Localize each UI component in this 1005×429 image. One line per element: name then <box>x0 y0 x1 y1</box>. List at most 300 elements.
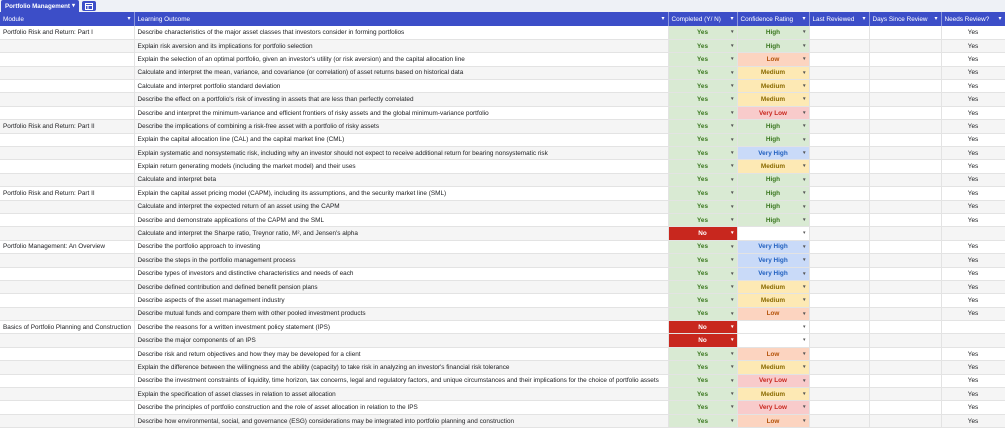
completed-dropdown[interactable] <box>668 374 737 387</box>
days-since-review-cell[interactable] <box>869 307 941 320</box>
needs-review-cell-value: Yes <box>967 350 979 358</box>
chevron-down-icon[interactable]: ▾ <box>802 123 806 130</box>
learning-outcome-cell[interactable] <box>134 173 668 186</box>
chevron-down-icon[interactable]: ▾ <box>802 203 806 210</box>
column-header-last-reviewed[interactable] <box>809 12 869 26</box>
completed-dropdown[interactable] <box>668 173 737 186</box>
chevron-down-icon[interactable]: ▾ <box>730 230 734 237</box>
learning-outcome-cell[interactable] <box>134 200 668 213</box>
learning-outcome-cell[interactable] <box>134 93 668 106</box>
confidence-dropdown[interactable] <box>737 294 809 307</box>
learning-outcome-cell[interactable] <box>134 254 668 267</box>
column-header-completed[interactable] <box>668 12 737 26</box>
days-since-review-cell[interactable] <box>869 160 941 173</box>
module-cell[interactable] <box>0 414 134 427</box>
chevron-down-icon[interactable]: ▾ <box>802 56 806 63</box>
chevron-down-icon[interactable]: ▾ <box>802 257 806 264</box>
needs-review-cell[interactable] <box>941 361 1005 374</box>
module-cell[interactable] <box>0 240 134 253</box>
chevron-down-icon[interactable]: ▾ <box>730 123 734 130</box>
completed-dropdown[interactable] <box>668 227 737 240</box>
last-reviewed-cell[interactable] <box>809 321 869 334</box>
chevron-down-icon[interactable]: ▾ <box>730 243 734 250</box>
module-cell[interactable] <box>0 187 134 200</box>
module-cell[interactable] <box>0 254 134 267</box>
chevron-down-icon[interactable]: ▾ <box>802 283 806 290</box>
learning-outcome-cell[interactable] <box>134 80 668 93</box>
last-reviewed-cell[interactable] <box>809 93 869 106</box>
needs-review-cell[interactable] <box>941 120 1005 133</box>
completed-dropdown[interactable] <box>668 347 737 360</box>
chevron-down-icon[interactable]: ▾ <box>730 69 734 76</box>
learning-outcome-cell[interactable] <box>134 133 668 146</box>
days-since-review-cell[interactable] <box>869 106 941 119</box>
days-since-review-cell[interactable] <box>869 66 941 79</box>
chevron-down-icon[interactable]: ▾ <box>802 270 806 277</box>
learning-outcome-cell-value: Describe defined contribution and defined benefit pension plans <box>137 283 318 291</box>
chevron-down-icon[interactable]: ▾ <box>802 417 806 424</box>
last-reviewed-cell[interactable] <box>809 267 869 280</box>
days-since-review-cell[interactable] <box>869 187 941 200</box>
needs-review-cell[interactable] <box>941 307 1005 320</box>
confidence-dropdown[interactable] <box>737 361 809 374</box>
completed-dropdown[interactable] <box>668 401 737 414</box>
chevron-down-icon[interactable]: ▾ <box>802 136 806 143</box>
completed-dropdown[interactable] <box>668 361 737 374</box>
chevron-down-icon[interactable]: ▾ <box>862 16 866 22</box>
days-since-review-cell[interactable] <box>869 414 941 427</box>
chevron-down-icon[interactable]: ▾ <box>802 297 806 304</box>
last-reviewed-cell[interactable] <box>809 213 869 226</box>
last-reviewed-cell[interactable] <box>809 187 869 200</box>
confidence-dropdown[interactable] <box>737 334 809 347</box>
days-since-review-cell[interactable] <box>869 347 941 360</box>
completed-dropdown[interactable] <box>668 120 737 133</box>
learning-outcome-cell[interactable] <box>134 334 668 347</box>
confidence-dropdown[interactable] <box>737 240 809 253</box>
chevron-down-icon[interactable]: ▾ <box>730 163 734 170</box>
days-since-review-cell[interactable] <box>869 388 941 401</box>
chevron-down-icon[interactable]: ▾ <box>802 230 806 237</box>
learning-outcome-cell[interactable] <box>134 414 668 427</box>
learning-outcome-cell[interactable] <box>134 347 668 360</box>
completed-dropdown[interactable] <box>668 254 737 267</box>
module-cell[interactable] <box>0 53 134 66</box>
column-header-needs-review[interactable] <box>941 12 1005 26</box>
chevron-down-icon[interactable]: ▾ <box>730 283 734 290</box>
needs-review-cell[interactable] <box>941 374 1005 387</box>
completed-dropdown-value: Yes <box>696 283 709 291</box>
module-cell[interactable] <box>0 200 134 213</box>
chevron-down-icon[interactable]: ▾ <box>730 404 734 411</box>
chevron-down-icon[interactable]: ▾ <box>730 96 734 103</box>
last-reviewed-cell[interactable] <box>809 227 869 240</box>
module-cell[interactable] <box>0 374 134 387</box>
completed-dropdown[interactable] <box>668 414 737 427</box>
needs-review-cell[interactable] <box>941 213 1005 226</box>
completed-dropdown[interactable] <box>668 240 737 253</box>
column-header-label: Completed (Y/ N) <box>671 15 721 23</box>
completed-dropdown[interactable] <box>668 80 737 93</box>
last-reviewed-cell[interactable] <box>809 173 869 186</box>
days-since-review-cell[interactable] <box>869 401 941 414</box>
confidence-dropdown[interactable] <box>737 173 809 186</box>
module-cell[interactable] <box>0 173 134 186</box>
last-reviewed-cell[interactable] <box>809 106 869 119</box>
chevron-down-icon[interactable]: ▾ <box>802 83 806 90</box>
completed-dropdown[interactable] <box>668 147 737 160</box>
days-since-review-cell[interactable] <box>869 334 941 347</box>
chevron-down-icon[interactable]: ▾ <box>730 190 734 197</box>
module-cell[interactable] <box>0 133 134 146</box>
days-since-review-cell[interactable] <box>869 39 941 52</box>
learning-outcome-cell[interactable] <box>134 227 668 240</box>
chevron-down-icon[interactable]: ▾ <box>730 270 734 277</box>
column-header-days-since-review[interactable] <box>869 12 941 26</box>
column-header-confidence[interactable] <box>737 12 809 26</box>
confidence-dropdown[interactable] <box>737 227 809 240</box>
needs-review-cell[interactable] <box>941 187 1005 200</box>
learning-outcome-cell[interactable] <box>134 147 668 160</box>
completed-dropdown-value: Yes <box>696 417 709 425</box>
last-reviewed-cell[interactable] <box>809 53 869 66</box>
confidence-dropdown[interactable] <box>737 254 809 267</box>
learning-outcome-cell[interactable] <box>134 267 668 280</box>
chevron-down-icon[interactable]: ▾ <box>934 16 938 22</box>
chevron-down-icon[interactable]: ▾ <box>802 216 806 223</box>
learning-outcome-cell[interactable] <box>134 307 668 320</box>
completed-dropdown[interactable] <box>668 187 737 200</box>
completed-dropdown[interactable] <box>668 307 737 320</box>
chevron-down-icon[interactable]: ▾ <box>802 96 806 103</box>
days-since-review-cell[interactable] <box>869 147 941 160</box>
chevron-down-icon[interactable]: ▾ <box>802 42 806 49</box>
needs-review-cell[interactable] <box>941 347 1005 360</box>
last-reviewed-cell[interactable] <box>809 147 869 160</box>
chevron-down-icon[interactable]: ▾ <box>802 243 806 250</box>
module-cell[interactable] <box>0 307 134 320</box>
chevron-down-icon[interactable]: ▾ <box>802 377 806 384</box>
last-reviewed-cell[interactable] <box>809 160 869 173</box>
completed-dropdown[interactable] <box>668 280 737 293</box>
learning-outcome-cell[interactable] <box>134 388 668 401</box>
chevron-down-icon[interactable]: ▾ <box>730 56 734 63</box>
needs-review-cell[interactable] <box>941 160 1005 173</box>
chevron-down-icon[interactable]: ▾ <box>730 417 734 424</box>
needs-review-cell-value: Yes <box>967 283 979 291</box>
learning-outcome-cell[interactable] <box>134 26 668 39</box>
completed-dropdown[interactable] <box>668 200 737 213</box>
chevron-down-icon[interactable]: ▾ <box>802 190 806 197</box>
confidence-dropdown[interactable] <box>737 213 809 226</box>
learning-outcome-cell[interactable] <box>134 280 668 293</box>
chevron-down-icon[interactable]: ▾ <box>730 377 734 384</box>
last-reviewed-cell[interactable] <box>809 388 869 401</box>
days-since-review-cell[interactable] <box>869 133 941 146</box>
learning-outcome-cell[interactable] <box>134 106 668 119</box>
chevron-down-icon[interactable]: ▾ <box>127 16 131 22</box>
needs-review-cell[interactable] <box>941 200 1005 213</box>
sheet-tab[interactable] <box>1 0 79 12</box>
chevron-down-icon[interactable]: ▾ <box>730 136 734 143</box>
chevron-down-icon[interactable]: ▾ <box>802 391 806 398</box>
learning-outcome-cell[interactable] <box>134 53 668 66</box>
confidence-dropdown[interactable] <box>737 374 809 387</box>
confidence-dropdown[interactable] <box>737 388 809 401</box>
chevron-down-icon[interactable]: ▾ <box>802 29 806 35</box>
learning-outcome-cell[interactable] <box>134 66 668 79</box>
days-since-review-cell[interactable] <box>869 200 941 213</box>
confidence-dropdown[interactable] <box>737 307 809 320</box>
confidence-dropdown[interactable] <box>737 106 809 119</box>
column-header-learning-outcome[interactable] <box>134 12 668 26</box>
days-since-review-cell[interactable] <box>869 254 941 267</box>
table-view-icon[interactable] <box>82 1 96 11</box>
module-cell[interactable] <box>0 66 134 79</box>
needs-review-cell-value: Yes <box>967 390 979 398</box>
days-since-review-cell[interactable] <box>869 213 941 226</box>
needs-review-cell[interactable] <box>941 414 1005 427</box>
confidence-dropdown-value: Very High <box>758 243 788 251</box>
chevron-down-icon[interactable]: ▾ <box>802 150 806 157</box>
module-cell[interactable] <box>0 294 134 307</box>
learning-outcome-cell[interactable] <box>134 374 668 387</box>
completed-dropdown[interactable] <box>668 160 737 173</box>
last-reviewed-cell[interactable] <box>809 80 869 93</box>
days-since-review-cell[interactable] <box>869 267 941 280</box>
chevron-down-icon[interactable]: ▾ <box>730 324 734 331</box>
confidence-dropdown[interactable] <box>737 80 809 93</box>
confidence-dropdown[interactable] <box>737 347 809 360</box>
chevron-down-icon[interactable]: ▾ <box>730 109 734 116</box>
chevron-down-icon[interactable]: ▾ <box>730 203 734 210</box>
chevron-down-icon[interactable]: ▾ <box>730 216 734 223</box>
needs-review-cell[interactable] <box>941 401 1005 414</box>
needs-review-cell[interactable] <box>941 106 1005 119</box>
completed-dropdown[interactable] <box>668 39 737 52</box>
confidence-dropdown-value: Medium <box>760 96 786 104</box>
chevron-down-icon[interactable]: ▾ <box>730 364 734 371</box>
days-since-review-cell[interactable] <box>869 374 941 387</box>
needs-review-cell[interactable] <box>941 294 1005 307</box>
last-reviewed-cell[interactable] <box>809 361 869 374</box>
module-cell[interactable] <box>0 321 134 334</box>
chevron-down-icon[interactable]: ▾ <box>802 109 806 116</box>
confidence-dropdown[interactable] <box>737 401 809 414</box>
learning-outcome-cell[interactable] <box>134 401 668 414</box>
chevron-down-icon[interactable]: ▾ <box>802 310 806 317</box>
days-since-review-cell[interactable] <box>869 93 941 106</box>
needs-review-cell[interactable] <box>941 280 1005 293</box>
last-reviewed-cell[interactable] <box>809 200 869 213</box>
last-reviewed-cell[interactable] <box>809 414 869 427</box>
confidence-dropdown[interactable] <box>737 187 809 200</box>
module-cell[interactable] <box>0 334 134 347</box>
completed-dropdown[interactable] <box>668 294 737 307</box>
module-cell[interactable] <box>0 147 134 160</box>
chevron-down-icon[interactable]: ▾ <box>802 163 806 170</box>
module-cell[interactable] <box>0 361 134 374</box>
needs-review-cell[interactable] <box>941 267 1005 280</box>
module-cell[interactable] <box>0 227 134 240</box>
chevron-down-icon[interactable]: ▾ <box>661 16 665 22</box>
needs-review-cell[interactable] <box>941 388 1005 401</box>
module-cell[interactable] <box>0 160 134 173</box>
chevron-down-icon[interactable]: ▾ <box>802 350 806 357</box>
confidence-dropdown[interactable] <box>737 26 809 39</box>
needs-review-cell[interactable] <box>941 321 1005 334</box>
needs-review-cell[interactable] <box>941 240 1005 253</box>
chevron-down-icon[interactable]: ▾ <box>730 350 734 357</box>
chevron-down-icon[interactable]: ▾ <box>802 324 806 331</box>
learning-outcome-cell[interactable] <box>134 120 668 133</box>
module-cell[interactable] <box>0 80 134 93</box>
last-reviewed-cell[interactable] <box>809 120 869 133</box>
confidence-dropdown[interactable] <box>737 200 809 213</box>
learning-outcome-cell[interactable] <box>134 240 668 253</box>
module-cell[interactable] <box>0 347 134 360</box>
needs-review-cell[interactable] <box>941 147 1005 160</box>
module-cell[interactable] <box>0 267 134 280</box>
confidence-dropdown[interactable] <box>737 93 809 106</box>
days-since-review-cell[interactable] <box>869 280 941 293</box>
learning-outcome-cell[interactable] <box>134 213 668 226</box>
completed-dropdown[interactable] <box>668 93 737 106</box>
confidence-dropdown[interactable] <box>737 66 809 79</box>
chevron-down-icon[interactable]: ▾ <box>802 364 806 371</box>
chevron-down-icon[interactable]: ▾ <box>730 83 734 90</box>
needs-review-cell[interactable] <box>941 93 1005 106</box>
chevron-down-icon[interactable]: ▾ <box>730 297 734 304</box>
chevron-down-icon[interactable]: ▾ <box>730 42 734 49</box>
last-reviewed-cell[interactable] <box>809 294 869 307</box>
module-cell[interactable] <box>0 26 134 39</box>
days-since-review-cell[interactable] <box>869 80 941 93</box>
confidence-dropdown-value: Very High <box>758 256 788 264</box>
chevron-down-icon[interactable]: ▾ <box>71 3 75 9</box>
needs-review-cell[interactable] <box>941 133 1005 146</box>
confidence-dropdown[interactable] <box>737 321 809 334</box>
needs-review-cell[interactable] <box>941 80 1005 93</box>
module-cell[interactable] <box>0 39 134 52</box>
completed-dropdown[interactable] <box>668 267 737 280</box>
chevron-down-icon[interactable]: ▾ <box>730 176 734 183</box>
confidence-dropdown[interactable] <box>737 267 809 280</box>
last-reviewed-cell[interactable] <box>809 347 869 360</box>
last-reviewed-cell[interactable] <box>809 401 869 414</box>
days-since-review-cell[interactable] <box>869 26 941 39</box>
days-since-review-cell[interactable] <box>869 120 941 133</box>
confidence-dropdown[interactable] <box>737 120 809 133</box>
completed-dropdown[interactable] <box>668 66 737 79</box>
chevron-down-icon[interactable]: ▾ <box>730 16 734 22</box>
learning-outcome-cell[interactable] <box>134 160 668 173</box>
needs-review-cell[interactable] <box>941 254 1005 267</box>
learning-outcome-cell[interactable] <box>134 321 668 334</box>
completed-dropdown[interactable] <box>668 334 737 347</box>
learning-outcome-cell-value: Describe and interpret the minimum-variance and efficient frontiers of risky assets and the global minimum-variance portfolio <box>137 109 489 117</box>
chevron-down-icon[interactable]: ▾ <box>802 69 806 76</box>
confidence-dropdown[interactable] <box>737 280 809 293</box>
column-header-module[interactable] <box>0 12 134 26</box>
needs-review-cell[interactable] <box>941 173 1005 186</box>
chevron-down-icon[interactable]: ▾ <box>802 176 806 183</box>
learning-outcome-cell[interactable] <box>134 294 668 307</box>
module-cell[interactable] <box>0 120 134 133</box>
needs-review-cell[interactable] <box>941 334 1005 347</box>
completed-dropdown[interactable] <box>668 133 737 146</box>
last-reviewed-cell[interactable] <box>809 254 869 267</box>
days-since-review-cell[interactable] <box>869 294 941 307</box>
completed-dropdown[interactable] <box>668 53 737 66</box>
module-cell[interactable] <box>0 280 134 293</box>
needs-review-cell[interactable] <box>941 26 1005 39</box>
needs-review-cell[interactable] <box>941 39 1005 52</box>
module-cell[interactable] <box>0 401 134 414</box>
module-cell[interactable] <box>0 213 134 226</box>
module-cell[interactable] <box>0 388 134 401</box>
last-reviewed-cell[interactable] <box>809 39 869 52</box>
learning-outcome-cell[interactable] <box>134 39 668 52</box>
completed-dropdown[interactable] <box>668 321 737 334</box>
chevron-down-icon[interactable]: ▾ <box>730 257 734 264</box>
needs-review-cell[interactable] <box>941 66 1005 79</box>
days-since-review-cell[interactable] <box>869 53 941 66</box>
last-reviewed-cell[interactable] <box>809 334 869 347</box>
completed-dropdown[interactable] <box>668 26 737 39</box>
learning-outcome-cell[interactable] <box>134 187 668 200</box>
last-reviewed-cell[interactable] <box>809 26 869 39</box>
chevron-down-icon[interactable]: ▾ <box>730 310 734 317</box>
chevron-down-icon[interactable]: ▾ <box>802 404 806 411</box>
days-since-review-cell[interactable] <box>869 361 941 374</box>
days-since-review-cell[interactable] <box>869 173 941 186</box>
completed-dropdown[interactable] <box>668 388 737 401</box>
confidence-dropdown[interactable] <box>737 147 809 160</box>
chevron-down-icon[interactable]: ▾ <box>802 337 806 344</box>
module-cell[interactable] <box>0 93 134 106</box>
module-cell[interactable] <box>0 106 134 119</box>
table-row <box>0 401 1005 414</box>
last-reviewed-cell[interactable] <box>809 66 869 79</box>
chevron-down-icon[interactable]: ▾ <box>802 16 806 22</box>
last-reviewed-cell[interactable] <box>809 374 869 387</box>
last-reviewed-cell[interactable] <box>809 240 869 253</box>
last-reviewed-cell[interactable] <box>809 133 869 146</box>
completed-dropdown[interactable] <box>668 106 737 119</box>
learning-outcome-cell[interactable] <box>134 361 668 374</box>
chevron-down-icon[interactable]: ▾ <box>730 391 734 398</box>
confidence-dropdown[interactable] <box>737 414 809 427</box>
days-since-review-cell[interactable] <box>869 240 941 253</box>
needs-review-cell[interactable] <box>941 53 1005 66</box>
confidence-dropdown[interactable] <box>737 160 809 173</box>
confidence-dropdown[interactable] <box>737 53 809 66</box>
chevron-down-icon[interactable]: ▾ <box>730 150 734 157</box>
last-reviewed-cell[interactable] <box>809 280 869 293</box>
table-row <box>0 240 1005 253</box>
chevron-down-icon[interactable]: ▾ <box>998 16 1002 22</box>
chevron-down-icon[interactable]: ▾ <box>730 337 734 344</box>
confidence-dropdown[interactable] <box>737 39 809 52</box>
days-since-review-cell[interactable] <box>869 227 941 240</box>
last-reviewed-cell[interactable] <box>809 307 869 320</box>
days-since-review-cell[interactable] <box>869 321 941 334</box>
completed-dropdown[interactable] <box>668 213 737 226</box>
confidence-dropdown[interactable] <box>737 133 809 146</box>
needs-review-cell[interactable] <box>941 227 1005 240</box>
chevron-down-icon[interactable]: ▾ <box>730 29 734 35</box>
